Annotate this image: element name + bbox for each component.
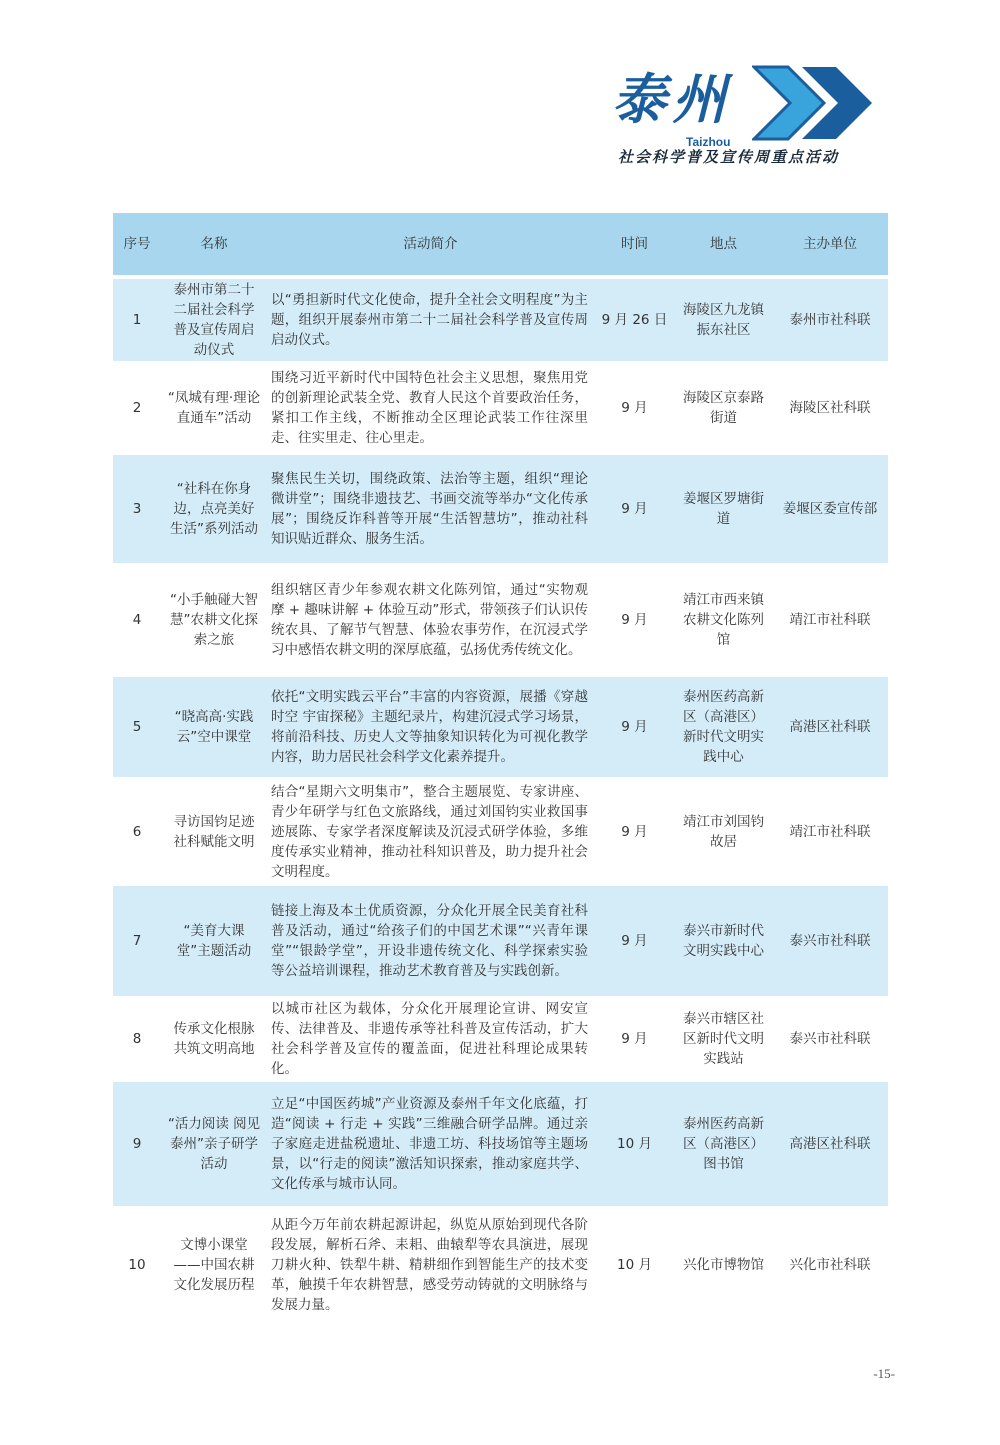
row-description: 以城市社区为载体，分众化开展理论宣讲、网安宣传、法律普及、非遗传承等社科普及宣传活动，扩大社会科学普及宣传的覆盖面，促进社科理论成果转化。 bbox=[267, 996, 594, 1082]
row-time: 9 月 bbox=[594, 677, 675, 777]
row-location: 靖江市刘国钧故居 bbox=[675, 777, 772, 886]
table-row bbox=[113, 1082, 888, 1206]
row-time: 10 月 bbox=[594, 1206, 675, 1324]
row-location: 泰州医药高新区（高港区）图书馆 bbox=[675, 1082, 772, 1206]
activities-table bbox=[113, 213, 888, 1324]
row-location: 海陵区京泰路街道 bbox=[675, 361, 772, 455]
row-time: 10 月 bbox=[594, 1082, 675, 1206]
row-index: 5 bbox=[113, 677, 161, 777]
row-description: 聚焦民生关切，围绕政策、法治等主题，组织“理论微讲堂”；围绕非遗技艺、书画交流等举办“文化传承展”；围绕反诈科普等开展“生活智慧坊”，推动社科知识贴近群众、服务生活。 bbox=[267, 455, 594, 563]
logo-subtitle: 社会科学普及宣传周重点活动 bbox=[618, 148, 840, 166]
row-location: 兴化市博物馆 bbox=[675, 1206, 772, 1324]
row-name: “美育大课堂”主题活动 bbox=[161, 886, 267, 996]
row-organizer: 高港区社科联 bbox=[772, 677, 888, 777]
row-time: 9 月 bbox=[594, 996, 675, 1082]
header-index: 序号 bbox=[113, 213, 161, 277]
row-organizer: 泰兴市社科联 bbox=[772, 886, 888, 996]
row-name: “晓高高·实践云”空中课堂 bbox=[161, 677, 267, 777]
row-time: 9 月 bbox=[594, 455, 675, 563]
table-row bbox=[113, 677, 888, 777]
row-index: 2 bbox=[113, 361, 161, 455]
header-time: 时间 bbox=[594, 213, 675, 277]
header-organizer: 主办单位 bbox=[772, 213, 888, 277]
row-location: 姜堰区罗塘街道 bbox=[675, 455, 772, 563]
row-name: “小手触碰大智慧”农耕文化探索之旅 bbox=[161, 563, 267, 677]
row-index: 1 bbox=[113, 277, 161, 361]
row-index: 7 bbox=[113, 886, 161, 996]
table-row bbox=[113, 277, 888, 361]
row-description: 结合“星期六文明集市”，整合主题展览、专家讲座、青少年研学与红色文旅路线，通过刘国钧实业救国事迹展陈、专家学者深度解读及沉浸式研学体验，多维度传承实业精神，推动社科知识普及，助力提升社会文明程度。 bbox=[267, 777, 594, 886]
row-index: 3 bbox=[113, 455, 161, 563]
row-description: 从距今万年前农耕起源讲起，纵览从原始到现代各阶段发展，解析石斧、耒耜、曲辕犁等农具演进，展现刀耕火种、铁犁牛耕、精耕细作到智能生产的技术变革，触摸千年农耕智慧，感受劳动铸就的文明脉络与发展力量。 bbox=[267, 1206, 594, 1324]
row-description: 立足“中国医药城”产业资源及泰州千年文化底蕴，打造“阅读 + 行走 + 实践”三维融合研学品牌。通过亲子家庭走进盐税遗址、非遗工坊、科技场馆等主题场景，以“行走的阅读”激活知识探索，推动家庭共学、文化传承与城市认同。 bbox=[267, 1082, 594, 1206]
row-location: 海陵区九龙镇振东社区 bbox=[675, 277, 772, 361]
row-name: 文博小课堂——中国农耕文化发展历程 bbox=[161, 1206, 267, 1324]
logo-latin-text: Taizhou bbox=[686, 135, 731, 149]
row-index: 6 bbox=[113, 777, 161, 886]
row-index: 4 bbox=[113, 563, 161, 677]
table-row bbox=[113, 563, 888, 677]
header-location: 地点 bbox=[675, 213, 772, 277]
row-name: “活力阅读 阅见泰州”亲子研学活动 bbox=[161, 1082, 267, 1206]
table-header-row bbox=[113, 213, 888, 277]
row-name: 寻访国钧足迹 社科赋能文明 bbox=[161, 777, 267, 886]
row-organizer: 靖江市社科联 bbox=[772, 777, 888, 886]
row-name: 泰州市第二十二届社会科学普及宣传周启动仪式 bbox=[161, 277, 267, 361]
table-row bbox=[113, 1206, 888, 1324]
row-description: 以“勇担新时代文化使命，提升全社会文明程度”为主题，组织开展泰州市第二十二届社会科学普及宣传周启动仪式。 bbox=[267, 277, 594, 361]
row-name: “凤城有理·理论直通车”活动 bbox=[161, 361, 267, 455]
row-time: 9 月 bbox=[594, 886, 675, 996]
row-description: 链接上海及本土优质资源，分众化开展全民美育社科普及活动，通过“给孩子们的中国艺术课”“兴青年课堂”“银龄学堂”，开设非遗传统文化、科学探索实验等公益培训课程，推动艺术教育普及与实践创新。 bbox=[267, 886, 594, 996]
row-description: 组织辖区青少年参观农耕文化陈列馆，通过“实物观摩 + 趣味讲解 + 体验互动”形式，带领孩子们认识传统农具、了解节气智慧、体验农事劳作，在沉浸式学习中感悟农耕文明的深厚底蕴，弘扬优秀传统文化。 bbox=[267, 563, 594, 677]
row-name: “社科在你身边，点亮美好生活”系列活动 bbox=[161, 455, 267, 563]
row-location: 泰州医药高新区（高港区）新时代文明实践中心 bbox=[675, 677, 772, 777]
row-description: 围绕习近平新时代中国特色社会主义思想，聚焦用党的创新理论武装全党、教育人民这个首要政治任务，紧扣工作主线，不断推动全区理论武装工作往深里走、往实里走、往心里走。 bbox=[267, 361, 594, 455]
table-row bbox=[113, 361, 888, 455]
table-row bbox=[113, 996, 888, 1082]
row-time: 9 月 bbox=[594, 777, 675, 886]
row-organizer: 靖江市社科联 bbox=[772, 563, 888, 677]
header-name: 名称 bbox=[161, 213, 267, 277]
row-organizer: 泰州市社科联 bbox=[772, 277, 888, 361]
row-index: 8 bbox=[113, 996, 161, 1082]
table-row bbox=[113, 886, 888, 996]
row-location: 泰兴市辖区社区新时代文明实践站 bbox=[675, 996, 772, 1082]
row-location: 靖江市西来镇农耕文化陈列馆 bbox=[675, 563, 772, 677]
row-organizer: 泰兴市社科联 bbox=[772, 996, 888, 1082]
taizhou-logo bbox=[600, 55, 900, 175]
row-time: 9 月 bbox=[594, 361, 675, 455]
row-index: 10 bbox=[113, 1206, 161, 1324]
row-name: 传承文化根脉 共筑文明高地 bbox=[161, 996, 267, 1082]
row-location: 泰兴市新时代文明实践中心 bbox=[675, 886, 772, 996]
row-organizer: 兴化市社科联 bbox=[772, 1206, 888, 1324]
row-description: 依托“文明实践云平台”丰富的内容资源，展播《穿越时空 宇宙探秘》主题纪录片，构建沉浸式学习场景，将前沿科技、历史人文等抽象知识转化为可视化教学内容，助力居民社会科学文化素养提升。 bbox=[267, 677, 594, 777]
row-organizer: 海陵区社科联 bbox=[772, 361, 888, 455]
page-number: -15- bbox=[873, 1366, 895, 1381]
row-organizer: 姜堰区委宣传部 bbox=[772, 455, 888, 563]
table-row bbox=[113, 777, 888, 886]
row-time: 9 月 bbox=[594, 563, 675, 677]
row-time: 9 月 26 日 bbox=[594, 277, 675, 361]
table-row bbox=[113, 455, 888, 563]
double-chevron-icon bbox=[752, 63, 888, 143]
logo-title: 泰州 bbox=[612, 67, 732, 131]
row-organizer: 高港区社科联 bbox=[772, 1082, 888, 1206]
row-index: 9 bbox=[113, 1082, 161, 1206]
header-description: 活动简介 bbox=[267, 213, 594, 277]
